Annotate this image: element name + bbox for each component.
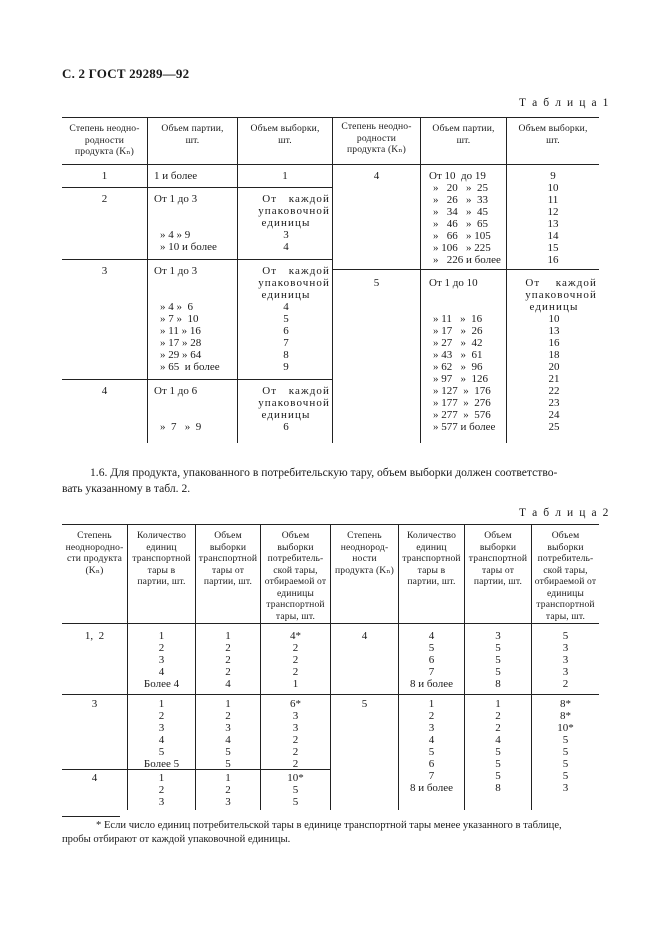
table-cell: 5 (373, 277, 380, 289)
table-cell: 1 2 3 (225, 772, 231, 808)
table-2-header-batch-left: Объем выборки транспортной тары от партии, шт. (198, 530, 258, 587)
table-2-header-k-left: Степень неоднородно- сти продукта (Kₙ) (65, 530, 124, 576)
table-2-header-sample-left: Объем выборки потребитель- ской тары, отбираемой от единицы транспортной тары, шт. (264, 530, 327, 622)
table-cell: От каждой упаковочной единицы 3 4 (258, 193, 330, 253)
table-1-header-k-right: Степень неодно- родности продукта (Kₙ) (341, 121, 412, 155)
table-1-header-batch-right: Объем партии, шт. (432, 123, 495, 146)
table-cell: 1 2 3 4 5 6 7 8 и более (409, 698, 454, 794)
table-cell: 1 (282, 170, 288, 182)
table-1-col-rule (506, 117, 507, 443)
table-cell: От 10 до 19 » 20 » 25 » 26 » 33 » 34 » 45 » 46 » 65 » 66 » 105 » 106 » 225 » 226 и более (429, 170, 501, 266)
table-cell: 4 (361, 630, 368, 642)
table-2-header-k-right: Степень неоднород- ности продукта (Kₙ) (334, 530, 395, 576)
table-1-row-rule (332, 269, 599, 270)
table-cell: 6* 3 3 2 2 2 (290, 698, 301, 770)
table-cell: 1 2 3 4 5 Более 5 (143, 698, 180, 770)
table-cell: 4 5 6 7 8 и более (409, 630, 454, 690)
table-cell: 3 (91, 698, 98, 710)
table-cell: 1 2 3 4 Более 4 (143, 630, 180, 690)
table-cell: От каждой упаковочной единицы 6 (258, 385, 330, 433)
table-2-header-batch-right: Объем выборки транспортной тары от партии, шт. (468, 530, 528, 587)
table-cell: 1, 2 (84, 630, 105, 642)
table-cell: 5 (361, 698, 368, 710)
table-1-col-rule (420, 117, 421, 443)
table-cell: 4* 2 2 2 1 (290, 630, 301, 690)
table-cell: От 1 до 6 » 7 » 9 (154, 385, 202, 433)
table-cell: 8* 8* 10* 5 5 5 5 3 (557, 698, 574, 794)
table-2-label: Т а б л и ц а 2 (519, 507, 611, 519)
paragraph-line: 1.6. Для продукта, упакованного в потребительскую тару, объем выборки должен соответство- (90, 466, 558, 479)
table-1-row-rule (62, 187, 332, 188)
table-1-header-border (62, 164, 599, 165)
table-cell: 1 (101, 170, 108, 182)
table-2-header-qty-right: Количество единиц транспортной тары в партии, шт. (402, 530, 461, 587)
table-2-row-rule (62, 694, 599, 695)
table-cell: 9 10 11 12 13 14 15 16 (547, 170, 559, 266)
table-1-label: Т а б л и ц а 1 (519, 97, 611, 109)
footnote-line: * Если число единиц потребительской тары в единице транспортной тары менее указанного в таблице, (96, 820, 562, 831)
table-cell: 1 2 2 4 5 5 5 8 (495, 698, 501, 794)
table-cell: От каждой упаковочной единицы 4 5 6 7 8 9 (258, 265, 330, 373)
table-1-header-sample-left: Объем выборки, шт. (250, 123, 320, 146)
table-1-top-border (62, 117, 599, 118)
table-cell: 3 5 5 5 8 (495, 630, 501, 690)
table-2-header-sample-right: Объем выборки потребитель- ской тары, отбираемой от единицы транспортной тары, шт. (534, 530, 597, 622)
table-cell: 1 2 3 (158, 772, 165, 808)
table-cell: 3 (101, 265, 108, 277)
table-cell: 1 2 2 2 4 (225, 630, 231, 690)
table-1-header-k-left: Степень неодно- родности продукта (Kₙ) (69, 123, 140, 157)
table-cell: 1 2 3 4 5 5 (225, 698, 231, 770)
table-cell: От 1 до 3 » 4 » 9 » 10 и более (154, 193, 217, 253)
table-1-header-sample-right: Объем выборки, шт. (518, 123, 588, 146)
table-cell: 4 (373, 170, 380, 182)
table-cell: От каждой упаковочной единицы 10 13 16 18 20 21 22 23 24 25 (525, 277, 597, 433)
table-2-header-qty-left: Количество единиц транспортной тары в партии, шт. (132, 530, 191, 587)
table-1-col-rule (147, 117, 148, 443)
table-1-col-rule (237, 117, 238, 443)
table-cell: 4 (101, 385, 108, 397)
paragraph-line: вать указанному в табл. 2. (62, 482, 191, 495)
table-cell: От 1 до 3 » 4 » 6 » 7 » 10 » 11 » 16 » 17 » 28 » 29 » 64 » 65 и более (154, 265, 220, 373)
table-cell: 5 3 3 3 2 (562, 630, 569, 690)
table-cell: 2 (101, 193, 108, 205)
table-cell: 10* 5 5 (287, 772, 304, 808)
table-cell: 1 и более (154, 170, 198, 182)
table-cell: 4 (91, 772, 98, 784)
table-1-row-rule (62, 379, 332, 380)
table-cell: От 1 до 10 » 11 » 16 » 17 » 26 » 27 » 42 » 43 » 61 » 62 » 96 » 97 » 126 » 127 » 176 » 177 » 276 » 277 » 576 » 577 и более (429, 277, 496, 433)
table-1-row-rule (62, 259, 332, 260)
table-1-header-batch-left: Объем партии, шт. (161, 123, 224, 146)
page-header: С. 2 ГОСТ 29289—92 (62, 66, 190, 81)
footnote-line: пробы отбирают от каждой упаковочной единицы. (62, 834, 291, 845)
footnote-rule (62, 816, 120, 817)
